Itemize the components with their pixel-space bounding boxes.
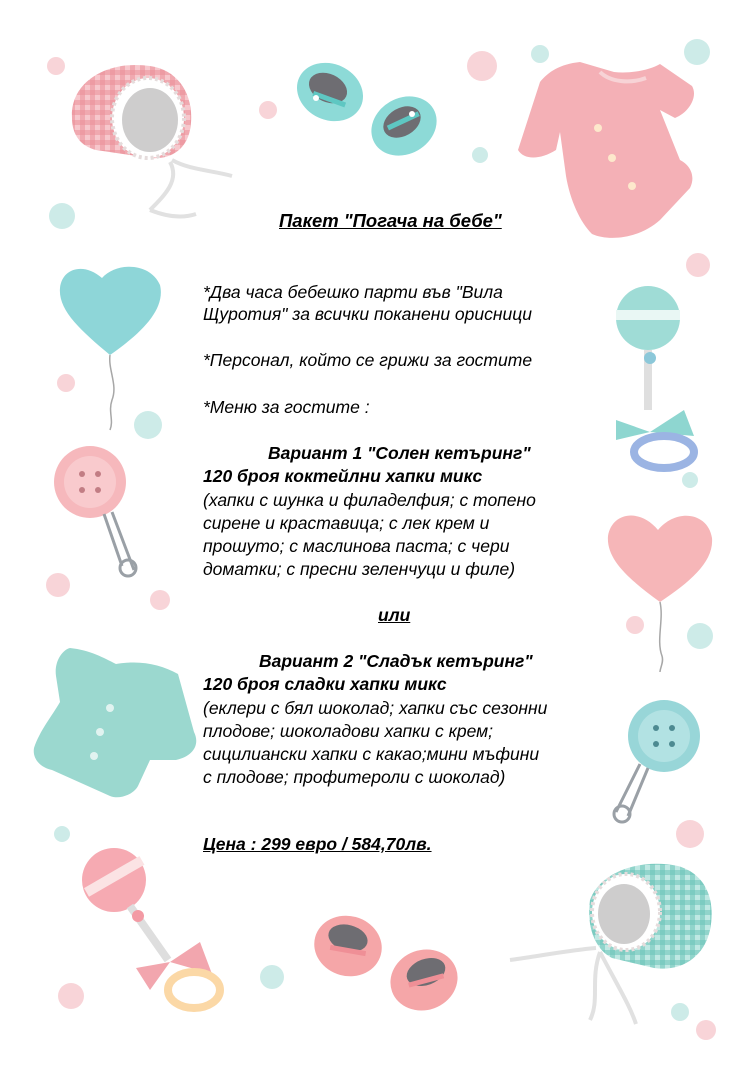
option2-description-line: с плодове; профитероли с шоколад) <box>203 767 506 787</box>
option1-description-line: доматки; с пресни зеленчуци и филе) <box>203 559 516 579</box>
bonnet-icon <box>510 864 712 1024</box>
option1-description-line: прошуто; с маслинова паста; с чери <box>203 536 510 556</box>
baby-shoes-icon <box>287 52 447 167</box>
option2-subheading: 120 броя сладки хапки микс <box>203 674 447 694</box>
bonnet-icon <box>72 65 232 217</box>
page-title: Пакет "Погача на бебе" <box>279 210 502 231</box>
button-pin-icon <box>54 446 136 576</box>
staff-line: *Персонал, който се грижи за гостите <box>203 350 533 370</box>
option1-heading: Вариант 1 "Солен кетъринг" <box>268 443 531 463</box>
bodysuit-icon <box>518 62 694 238</box>
heart-balloon-icon <box>608 516 712 672</box>
option2-description-line: плодове; шоколадови хапки с крем; <box>203 721 494 741</box>
baby-shoes-icon <box>307 908 466 1020</box>
option2-heading: Вариант 2 "Сладък кетъринг" <box>259 651 533 671</box>
menu-line: *Меню за гостите : <box>203 397 370 417</box>
price-line: Цена : 299 евро / 584,70лв. <box>203 834 432 854</box>
option2-description-line: (еклери с бял шоколад; хапки със сезонни <box>203 698 548 718</box>
or-separator: или <box>378 605 411 625</box>
option1-description-line: (хапки с шунка и филаделфия; с топено <box>203 490 536 510</box>
option1-subheading: 120 броя коктейлни хапки микс <box>203 466 483 486</box>
option2-description-line: сицилиански хапки с какао;мини мъфини <box>203 744 540 764</box>
bodysuit-icon <box>34 648 197 797</box>
button-pin-icon <box>614 700 700 822</box>
heart-balloon-icon <box>60 267 161 430</box>
option1-description-line: сирене и краставица; с лек крем и <box>203 513 490 533</box>
rattle-icon <box>82 848 220 1008</box>
rattle-icon <box>616 286 694 468</box>
intro-line: *Два часа бебешко парти във "Вила <box>203 282 503 302</box>
intro-line: Щуротия" за всички поканени орисници <box>203 304 532 324</box>
